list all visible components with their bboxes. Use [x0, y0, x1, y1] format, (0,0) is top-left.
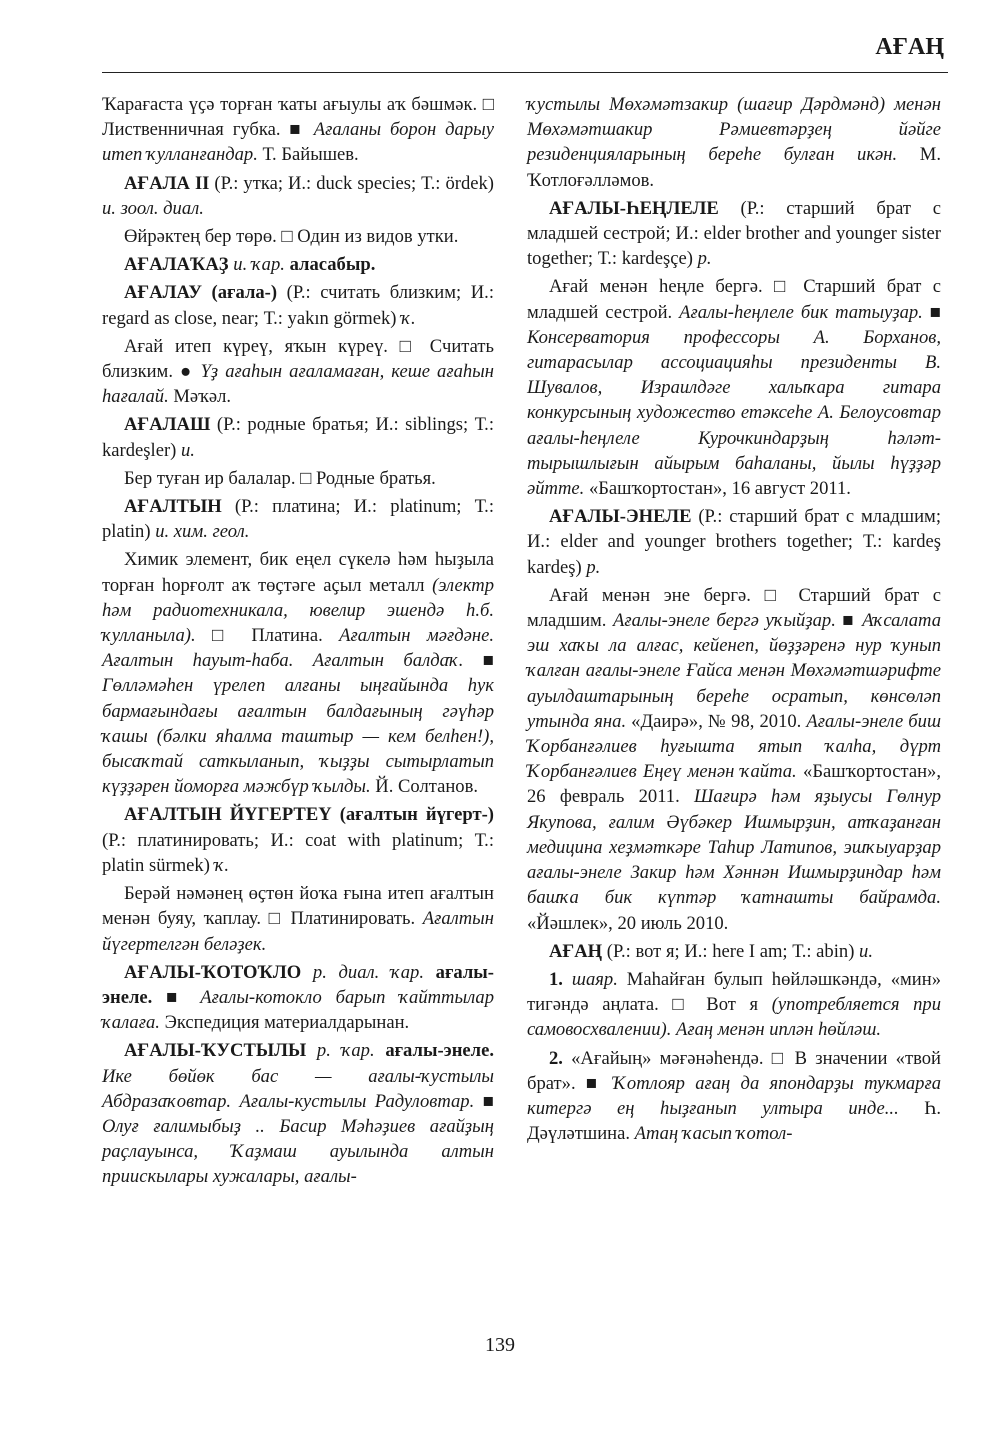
- headword: 2.: [549, 1047, 563, 1069]
- italic-text: шаяр.: [571, 968, 618, 990]
- headword: АҒАЛЫ-ҠУСТЫЛЫ: [124, 1040, 307, 1062]
- headword: ағалы-энеле.: [102, 961, 494, 1008]
- text-run: Т. Байышев.: [257, 144, 359, 166]
- italic-text: ҡустылы Мөхәмәтзакир (шағир Дәрдмәнд) менән Мөхәмәтшакир Рәмиевтәрҙең йәйге резиденцияларының береһе булған икән.: [527, 94, 941, 166]
- italic-text: Консерватория профессоры А. Борханов, гитарасылар ассоциацияһы президенты В. Шувалов, Израилдәге халыҡара гитара конкурсының художество етәксеһе А. Белоусовтар ағалы-һеңлеле Курочкиндарҙың һәләт-тырышлығын айырым баһаланы, йылы һүҙҙәр әйтте.: [527, 326, 941, 500]
- text-run: «Башҡортостан», 16 август 2011.: [584, 478, 851, 500]
- italic-text: Ике бөйөк бас — ағалы-ҡустылы Абдразаҡовтар. Ағалы-кустылы Радуловтар.: [102, 1065, 494, 1112]
- text-run: ■: [922, 301, 941, 323]
- dictionary-paragraph: [527, 1046, 941, 1147]
- text-run: □ Платина.: [195, 625, 340, 647]
- text-run: Мәҡәл.: [168, 386, 232, 408]
- italic-text: р.: [586, 556, 601, 578]
- italic-text: и.: [180, 439, 195, 461]
- headword: АҒАЛАҠАҘ: [124, 254, 229, 276]
- text-run: ■: [152, 986, 201, 1008]
- italic-text: (электр һәм радиотехникала, ювелир эшендә һ.б. ҡулланыла).: [102, 574, 494, 647]
- dictionary-paragraph: [102, 224, 494, 249]
- text-run: (Р.: вот я; И.: here I am; Т.: abin): [602, 940, 860, 962]
- text-run: М. Ҡотлоғәлләмов.: [527, 144, 941, 191]
- text-run: Маһайған булып һөйләшкәндә, «мин» тигәндә аңлата. □ Вот я: [527, 968, 941, 1016]
- headword: 1.: [549, 968, 563, 990]
- text-run: Берәй нәмәнең өҫтөн йоҡа ғына итеп ағалтын менән буяу, ҡаплау. □ Платинировать.: [102, 883, 494, 930]
- headword: АҒАЛЫ-ҺЕҢЛЕЛЕ: [549, 197, 719, 219]
- dictionary-paragraph: [527, 92, 941, 193]
- italic-text: Ҡотлояр ағаң да япондарҙы тукмарға китергә ең һыҙғанып ултыра инде...: [527, 1072, 941, 1119]
- text-run: ■: [474, 1090, 494, 1112]
- running-header-word: АҒАҢ: [875, 34, 944, 60]
- dictionary-paragraph: [102, 547, 494, 799]
- text-run: Химик элемент, бик еңел сүкелә һәм һыҙыла торған һорғолт аҡ төҫтәге аҫыл металл: [102, 549, 494, 596]
- dictionary-paragraph: [102, 1038, 494, 1189]
- italic-text: Аҡсалата эш хаҡы ла алғас, кейенеп, йөҙҙәренә нур ҡунып ҡалған ағалы-энеле Ғайса менән Мөхәмәтшәрифте ауылдаштарының береһе осратып, көнсөләп утында яна.: [527, 610, 941, 732]
- headword: АҒАЛЫ-ЭНЕЛЕ: [549, 506, 692, 528]
- italic-text: и. хим. геол.: [155, 521, 250, 543]
- italic-text: (употребляется при самовосхвалении). Ағаң менән иплән һөйләш.: [527, 994, 941, 1041]
- text-run: (Р.: считать близким; И.: regard as close, near; Т.: yakın görmek): [102, 282, 494, 329]
- dictionary-paragraph: [102, 494, 494, 544]
- headword: АҒАЛТЫН: [124, 496, 222, 518]
- italic-text: ҡ.: [214, 854, 230, 876]
- left-column: [102, 92, 494, 1193]
- italic-text: Ағалы-һеңлеле бик татыуҙар.: [679, 301, 923, 323]
- italic-text: ҡ.: [401, 307, 416, 329]
- italic-text: Ағалы-котокло барып ҡайттылар ҡалаға.: [102, 986, 494, 1034]
- headword: ағалы-энеле.: [385, 1040, 494, 1062]
- page-number: 139: [485, 1334, 515, 1356]
- dictionary-paragraph: [102, 881, 494, 957]
- dictionary-paragraph: [102, 960, 494, 1036]
- text-run: ■: [835, 610, 863, 632]
- italic-text: Ағалтын мәғдәне. Ағалтын һауыт-һаба. Ағалтын балдаҡ.: [102, 625, 494, 672]
- italic-text: и.: [859, 940, 873, 962]
- italic-text: Олуғ ғалимыбыҙ .. Басир Мәһәҙиев ағайҙың раҫлауынса, Ҡаҙмаш ауылында алтын приискылары хужалары, ағалы-: [102, 1115, 494, 1188]
- dictionary-paragraph: [102, 412, 494, 462]
- italic-text: Атаң ҡасып ҡотол-: [634, 1123, 793, 1145]
- italic-text: и. ҡар.: [228, 254, 290, 276]
- dictionary-paragraph: [527, 274, 941, 501]
- text-run: Ағай менән һеңле бергә. □ Старший брат с младшей сестрой.: [527, 276, 941, 323]
- text-run: (Р.: платинировать; И.: coat with platinum; Т.: platin sürmek): [102, 829, 494, 876]
- text-run: «Башҡортостан», 26 февраль 2011.: [527, 761, 941, 808]
- dictionary-paragraph: [102, 802, 494, 878]
- italic-text: и. зоол. диал.: [102, 197, 204, 219]
- dictionary-paragraph: [102, 252, 494, 277]
- italic-text: Ағалтын йүгертелгән беләҙек.: [102, 908, 494, 955]
- italic-text: Ағаланы борон дарыу итеп ҡулланғандар.: [102, 119, 494, 166]
- headword: аласабыр.: [289, 254, 376, 276]
- text-run: Һ. Дәүләтшина.: [527, 1097, 941, 1145]
- text-run: [563, 969, 572, 990]
- text-run: Экспедиция материалдарынан.: [159, 1012, 410, 1034]
- dictionary-paragraph: [527, 196, 941, 272]
- text-run: Бер туған ир балалар. □ Родные братья.: [124, 467, 436, 489]
- dictionary-paragraph: [102, 92, 494, 168]
- headword: АҒАЛА II: [124, 172, 210, 194]
- text-run: (Р.: утка; И.: duck species; Т.: ördek): [209, 172, 494, 194]
- headword: АҒАҢ: [549, 940, 603, 962]
- headword: АҒАЛАУ (ағала-): [124, 282, 278, 304]
- text-run: Ағай итеп күреү, яҡын күреү. □ Считать близким. ●: [102, 335, 494, 383]
- italic-text: Үҙ ағаһын ағаламаған, кеше ағаһын һағалай.: [102, 361, 494, 408]
- right-column: [527, 92, 941, 1149]
- dictionary-paragraph: [102, 334, 494, 410]
- headword: АҒАЛАШ: [124, 414, 211, 436]
- dictionary-paragraph: [527, 967, 941, 1043]
- italic-text: Гөлләмәһен үрелеп алғаны ыңғайында һук бармағындағы ағалтын балдағының гәүһәр ҡашы (бәлки яһалма таштыр — кем белһен!), бысаҡтай саткыланып, ҡыҙҙы сытырлатып күҙҙәрен йоморға мәжбүр ҡылды.: [102, 675, 494, 798]
- text-run: ■: [463, 650, 494, 672]
- header-rule: [102, 72, 948, 73]
- text-run: «Ағайың» мәғәнәһендә. □ В значении «твой брат». ■: [527, 1047, 941, 1094]
- text-run: (Р.: платина; И.: platinum; Т.: platin): [102, 496, 494, 543]
- text-run: Ҡарағаста үҫә торған ҡаты ағыулы аҡ бәшмәк. □ Лиственничная губка. ■: [102, 94, 494, 141]
- text-run: Ағай менән эне бергә. □ Старший брат с младшим.: [527, 584, 941, 632]
- text-run: «Йәшлек», 20 июль 2010.: [527, 912, 729, 934]
- text-run: (Р.: родные братья; И.: siblings; Т.: kardeşler): [102, 414, 494, 461]
- italic-text: р.: [697, 248, 712, 270]
- dictionary-paragraph: [102, 171, 494, 221]
- dictionary-paragraph: [527, 504, 941, 580]
- text-run: (Р.: старший брат с младшей сестрой; И.: elder brother and younger sister together; Т.: kardeşçe): [527, 197, 941, 270]
- text-run: Өйрәктең бер төрө. □ Один из видов утки.: [124, 226, 459, 248]
- text-run: (Р.: старший брат с младшим; И.: elder and younger brothers together; Т.: kardeş kardeş): [527, 506, 941, 578]
- dictionary-paragraph: [527, 583, 941, 936]
- text-run: Й. Солтанов.: [370, 776, 479, 798]
- headword: АҒАЛЫ-ҠОТОҠЛО: [124, 961, 302, 983]
- italic-text: р. диал. ҡар.: [301, 961, 436, 983]
- headword: АҒАЛТЫН ЙҮГЕРТЕҮ (ағалтын йүгерт-): [124, 804, 494, 826]
- dictionary-paragraph: [527, 939, 941, 964]
- dictionary-paragraph: [102, 280, 494, 330]
- dictionary-paragraph: [102, 466, 494, 491]
- italic-text: Шағирә һәм яҙыусы Гөлнур Якупова, ғалим Әүбәкер Ишмырҙин, атҡаҙанған медицина хеҙмәткәре Таһир Латипов, эшҡыуарҙар ағалы-энеле Закир һәм Хәннән Ишмырҙиндар һәм башҡа бик күптәр ҡатнашты байрамда.: [527, 786, 941, 909]
- text-run: «Даирә», № 98, 2010.: [626, 710, 807, 732]
- italic-text: Ағалы-энеле бергә уҡыйҙар.: [613, 610, 836, 632]
- italic-text: р. ҡар.: [306, 1040, 386, 1062]
- italic-text: Ағалы-энеле биш Ҡорбанғәлиев һуғышта ятып ҡалһа, дүрт Ҡорбанғәлиев Еңеү менән ҡайта.: [527, 710, 941, 783]
